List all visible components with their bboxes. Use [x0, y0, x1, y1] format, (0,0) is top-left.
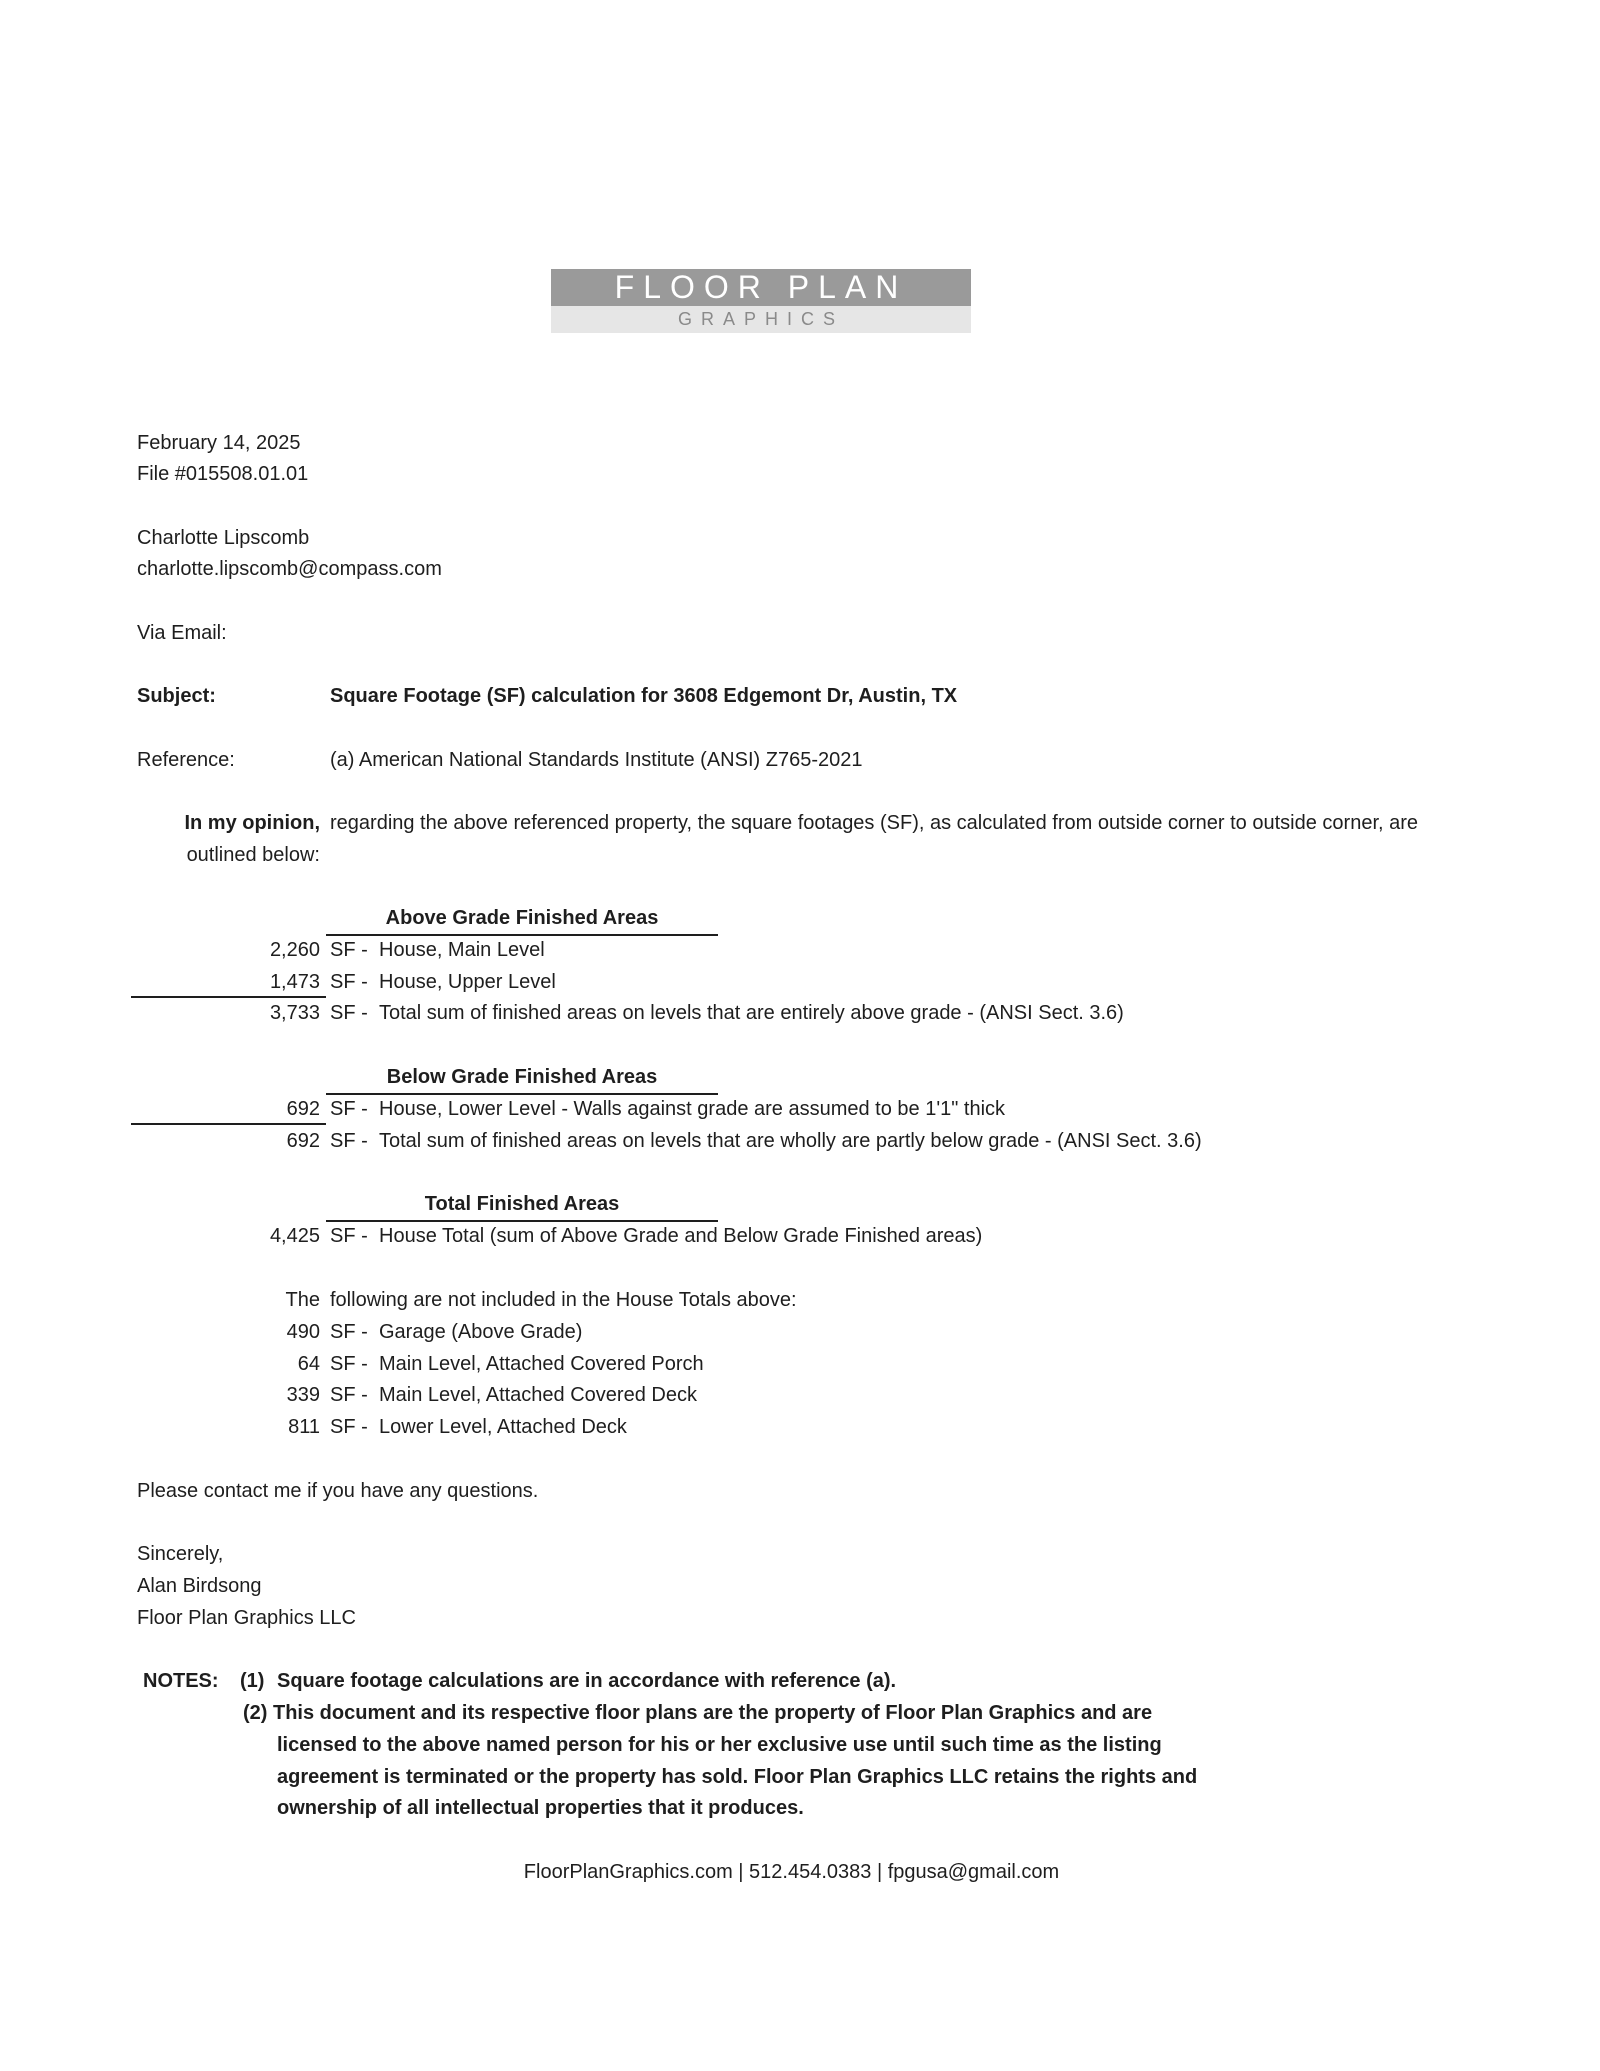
below-lower-desc: House, Lower Level - Walls against grade are assumed to be 1'1" thick [379, 1098, 1006, 1120]
house-total-desc: House Total (sum of Above Grade and Below Grade Finished areas) [379, 1225, 983, 1247]
above-sum-rule [131, 996, 326, 998]
signer-name: Alan Birdsong [137, 1575, 262, 1597]
reference-label: Reference: [137, 749, 235, 771]
note-1-text: Square footage calculations are in accordance with reference (a). [277, 1670, 897, 1692]
sf-label: SF - [330, 1384, 368, 1406]
opinion-text: regarding the above referenced property, the square footages (SF), as calculated from outside corner to outside corner, are [330, 812, 1419, 834]
sf-label: SF - [330, 1098, 368, 1120]
above-total-desc: Total sum of finished areas on levels that are entirely above grade - (ANSI Sect. 3.6) [379, 1002, 1124, 1024]
above-grade-heading-rule [326, 934, 718, 936]
above-total-value: 3,733 [269, 1002, 320, 1024]
total-heading: Total Finished Areas [424, 1193, 620, 1215]
porch-desc: Main Level, Attached Covered Porch [379, 1353, 704, 1375]
note-2-line-2: licensed to the above named person for his or her exclusive use until such time as the listing [277, 1734, 1162, 1756]
contact-line: Please contact me if you have any questions. [137, 1480, 539, 1502]
house-total-value: 4,425 [269, 1225, 320, 1247]
total-heading-rule [326, 1220, 718, 1222]
lower-deck-desc: Lower Level, Attached Deck [379, 1416, 627, 1438]
sincerely: Sincerely, [137, 1543, 224, 1565]
garage-desc: Garage (Above Grade) [379, 1321, 583, 1343]
below-grade-heading: Below Grade Finished Areas [386, 1066, 658, 1088]
note-2-line-3: agreement is terminated or the property has sold. Floor Plan Graphics LLC retains the rights and [277, 1766, 1198, 1788]
sf-label: SF - [330, 1130, 368, 1152]
sf-label: SF - [330, 1225, 368, 1247]
covered-deck-desc: Main Level, Attached Covered Deck [379, 1384, 697, 1406]
above-main-desc: House, Main Level [379, 939, 545, 961]
garage-value: 490 [286, 1321, 320, 1343]
sf-label: SF - [330, 1321, 368, 1343]
sf-label: SF - [330, 1353, 368, 1375]
subject-label: Subject: [137, 685, 216, 707]
above-main-value: 2,260 [269, 939, 320, 961]
footer-contact: FloorPlanGraphics.com | 512.454.0383 | fpgusa@gmail.com [523, 1861, 1060, 1883]
above-upper-value: 1,473 [269, 971, 320, 993]
note-2-line-1: (2) This document and its respective floor plans are the property of Floor Plan Graphics and are [243, 1702, 1153, 1724]
recipient-name: Charlotte Lipscomb [137, 527, 310, 549]
sf-label: SF - [330, 1002, 368, 1024]
note-2-line-4: ownership of all intellectual properties that it produces. [277, 1797, 804, 1819]
signer-company: Floor Plan Graphics LLC [137, 1607, 356, 1629]
porch-value: 64 [297, 1353, 320, 1375]
below-total-desc: Total sum of finished areas on levels that are wholly are partly below grade - (ANSI Sect. 3.6) [379, 1130, 1202, 1152]
file-number: File #015508.01.01 [137, 463, 309, 485]
above-grade-heading: Above Grade Finished Areas [385, 907, 659, 929]
excluded-label: The [285, 1289, 320, 1311]
sf-label: SF - [330, 1416, 368, 1438]
logo-title: FLOOR PLAN [551, 269, 971, 306]
below-sum-rule [131, 1123, 326, 1125]
notes-label: NOTES: [143, 1670, 219, 1692]
subject-text: Square Footage (SF) calculation for 3608 Edgemont Dr, Austin, TX [330, 685, 958, 707]
note-1-number: (1) [240, 1670, 265, 1692]
lower-deck-value: 811 [288, 1416, 320, 1438]
sf-label: SF - [330, 971, 368, 993]
reference-text: (a) American National Standards Institute (ANSI) Z765-2021 [330, 749, 863, 771]
opinion-label-2: outlined below: [186, 844, 320, 866]
letter-date: February 14, 2025 [137, 432, 301, 454]
logo-subtitle: GRAPHICS [551, 306, 971, 333]
covered-deck-value: 339 [286, 1384, 320, 1406]
sf-label: SF - [330, 939, 368, 961]
recipient-email: charlotte.lipscomb@compass.com [137, 558, 442, 580]
excluded-intro: following are not included in the House Totals above: [330, 1289, 797, 1311]
below-lower-value: 692 [286, 1098, 320, 1120]
above-upper-desc: House, Upper Level [379, 971, 556, 993]
below-grade-heading-rule [326, 1093, 718, 1095]
below-total-value: 692 [286, 1130, 320, 1152]
via-email: Via Email: [137, 622, 227, 644]
opinion-label: In my opinion, [184, 812, 320, 834]
